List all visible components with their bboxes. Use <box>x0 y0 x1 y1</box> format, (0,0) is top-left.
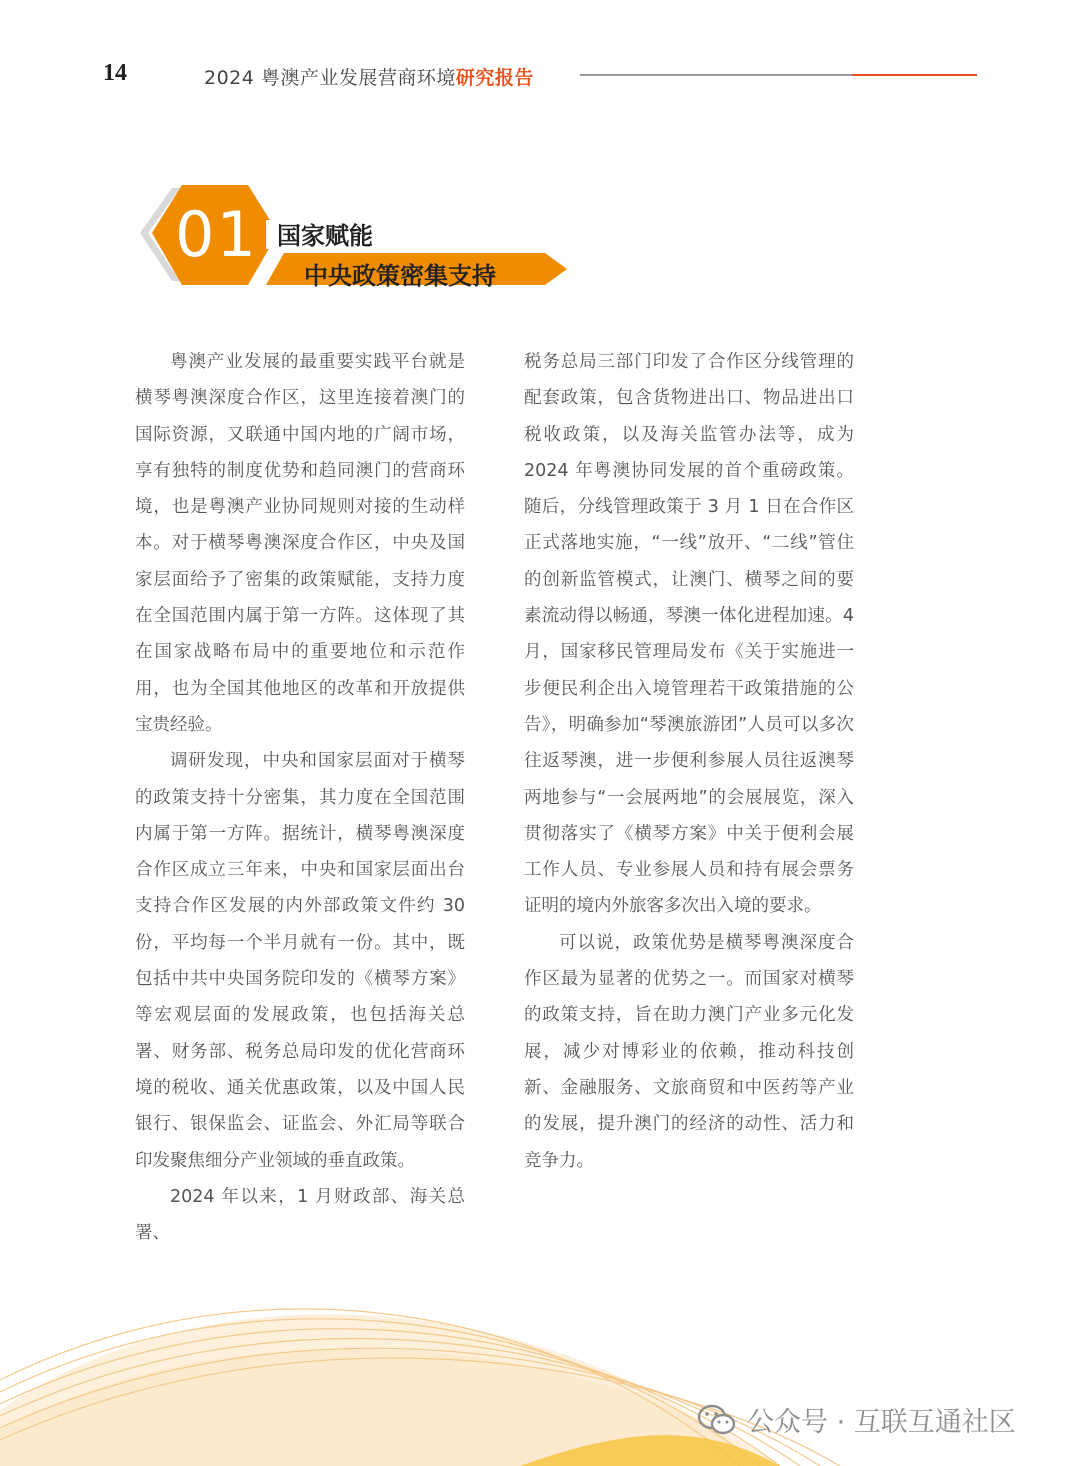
report-title-main: 2024 粤澳产业发展营商环境 <box>204 67 456 89</box>
page-number: 14 <box>103 60 127 86</box>
section-title: 国家赋能 <box>277 222 373 250</box>
section-subtitle: 中央政策密集支持 <box>304 262 496 290</box>
section-number: 01 <box>175 198 258 271</box>
body-column-left <box>135 344 465 1251</box>
paragraph: 可以说，政策优势是横琴粤澳深度合作区最为显著的优势之一。而国家对横琴的政策支持，旨在助力澳门产业多元化发展，减少对博彩业的依赖，推动科技创新、金融服务、文旅商贸和中医药等产业的发展，提升澳门的经济的动性、活力和竞争力。 <box>524 932 854 1171</box>
header-rule-accent <box>852 74 977 76</box>
header-rule <box>580 74 852 76</box>
watermark <box>697 1400 1016 1439</box>
wechat-icon <box>697 1403 737 1437</box>
paragraph: 2024 年以来，1 月财政部、海关总署、 <box>135 1186 465 1244</box>
body-column-right <box>524 344 854 1179</box>
paragraph: 粤澳产业发展的最重要实践平台就是横琴粤澳深度合作区，这里连接着澳门的国际资源，又联通中国内地的广阔市场，享有独特的制度优势和趋同澳门的营商环境，也是粤澳产业协同规则对接的生动样本。对于横琴粤澳深度合作区，中央及国家层面给予了密集的政策赋能，支持力度在全国范围内属于第一方阵。这体现了其在国家战略布局中的重要地位和示范作用，也为全国其他地区的改革和开放提供宝贵经验。 <box>135 352 465 735</box>
report-title <box>204 63 534 90</box>
paragraph: 税务总局三部门印发了合作区分线管理的配套政策，包含货物进出口、物品进出口税收政策，以及海关监管办法等，成为 2024 年粤澳协同发展的首个重磅政策。随后，分线管理政策于 3 月 1 日在合作区正式落地实施，“一线”放开、“二线”管住的创新监管模式，让澳门、横琴之间的要素流动得以畅通，琴澳一体化进程加速。4 月，国家移民管理局发布《关于实施进一步便民利企出入境管理若干政策措施的公告》，明确参加“琴澳旅游团”人员可以多次往返琴澳，进一步便利参展人员往返澳琴两地参与“一会展两地”的会展展览，深入贯彻落实了《横琴方案》中关于便利会展工作人员、专业参展人员和持有展会票务证明的境内外旅客多次出入境的要求。 <box>524 352 854 917</box>
report-title-accent: 研究报告 <box>455 67 534 89</box>
watermark-text: 公众号 · 互联互通社区 <box>747 1407 1016 1438</box>
paragraph: 调研发现，中央和国家层面对于横琴的政策支持十分密集，其力度在全国范围内属于第一方阵。据统计，横琴粤澳深度合作区成立三年来，中央和国家层面出台支持合作区发展的内外部政策文件约 30 份，平均每一个半月就有一份。其中，既包括中共中央国务院印发的《横琴方案》等宏观层面的发展政策，也包括海关总署、财务部、税务总局印发的优化营商环境的税收、通关优惠政策，以及中国人民银行、银保监会、证监会、外汇局等联合印发聚焦细分产业领域的垂直政策。 <box>135 751 465 1171</box>
